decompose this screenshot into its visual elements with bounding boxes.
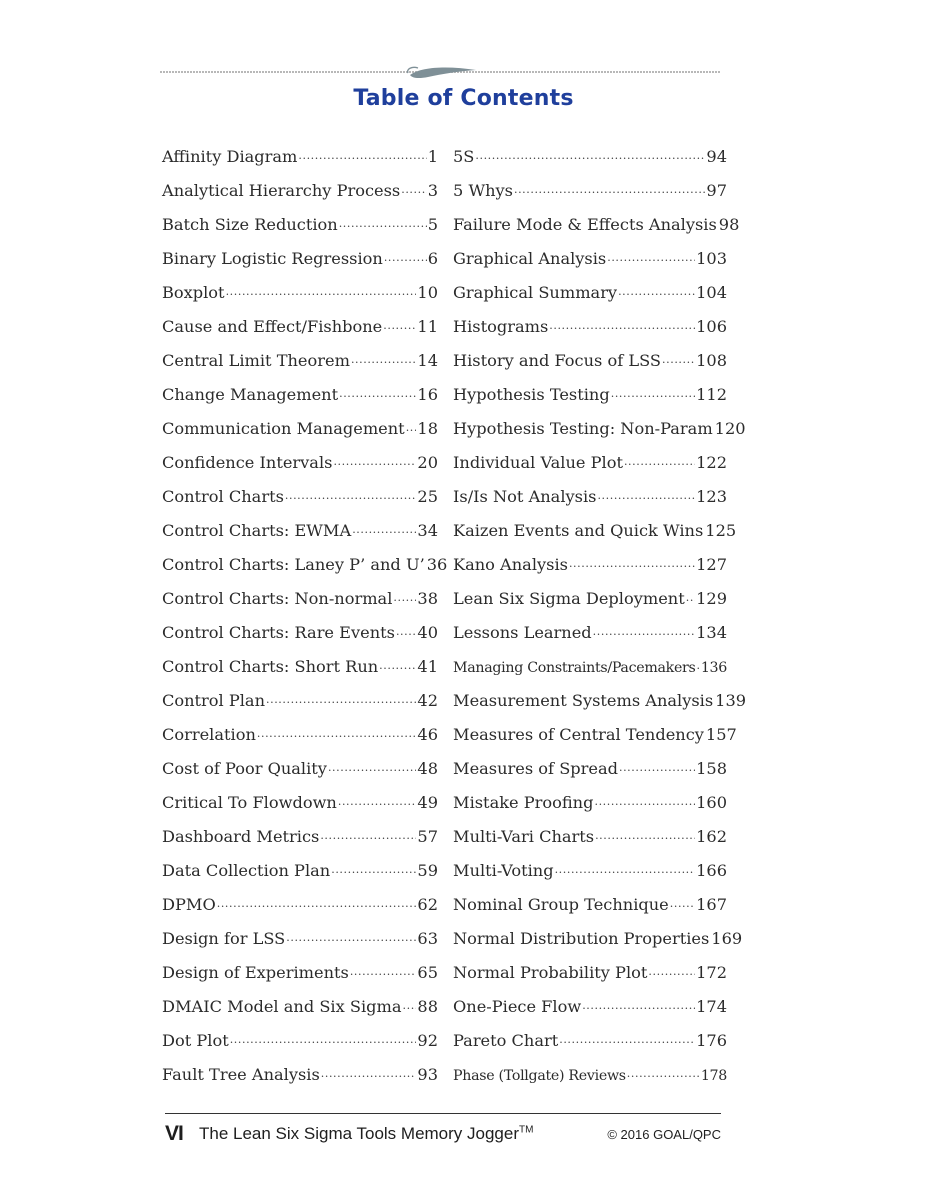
toc-entry[interactable] bbox=[162, 510, 438, 544]
toc-entry-page: 18 bbox=[417, 419, 438, 438]
toc-entry[interactable] bbox=[162, 238, 438, 272]
toc-entry-page: 88 bbox=[417, 997, 438, 1016]
dot-leader bbox=[350, 952, 417, 978]
toc-entry-label: Control Charts bbox=[162, 487, 284, 506]
toc-entry-label: Cause and Effect/Fishbone bbox=[162, 317, 383, 336]
toc-entry-label: Control Plan bbox=[162, 691, 266, 710]
toc-entry-page: 34 bbox=[417, 521, 438, 540]
dot-leader bbox=[339, 374, 416, 400]
dot-leader bbox=[379, 646, 416, 672]
toc-entry[interactable] bbox=[162, 578, 438, 612]
toc-entry-label: Analytical Hierarchy Process bbox=[162, 181, 401, 200]
dot-leader bbox=[328, 748, 416, 774]
toc-entry-page: 125 bbox=[705, 521, 737, 540]
toc-entry-page: 129 bbox=[696, 589, 727, 608]
toc-entry[interactable] bbox=[453, 408, 746, 442]
toc-entry-label: Control Charts: Rare Events bbox=[162, 623, 395, 642]
toc-entry-page: 104 bbox=[696, 283, 727, 302]
toc-entry[interactable] bbox=[162, 442, 438, 476]
toc-entry-page: 41 bbox=[417, 657, 438, 676]
toc-entry-page: 160 bbox=[696, 793, 727, 812]
toc-entry-label: Central Limit Theorem bbox=[162, 351, 350, 370]
toc-entry[interactable] bbox=[162, 306, 438, 340]
toc-entry-page: 62 bbox=[417, 895, 438, 914]
dot-leader bbox=[217, 884, 417, 910]
toc-entry[interactable] bbox=[453, 646, 727, 680]
toc-entry-page: 20 bbox=[417, 453, 438, 472]
dot-leader bbox=[266, 680, 416, 706]
toc-entry-label: DPMO bbox=[162, 895, 216, 914]
toc-entry-page: 63 bbox=[417, 929, 438, 948]
dot-leader bbox=[338, 782, 417, 808]
dot-leader bbox=[257, 714, 417, 740]
dot-leader bbox=[298, 136, 426, 162]
toc-entry[interactable] bbox=[453, 884, 727, 918]
toc-entry-label: Managing Constraints/Pacemakers bbox=[453, 660, 696, 676]
toc-entry-page: 57 bbox=[417, 827, 438, 846]
toc-entry[interactable] bbox=[162, 884, 438, 918]
toc-entry-label: Graphical Summary bbox=[453, 283, 618, 302]
dot-leader bbox=[320, 816, 416, 842]
toc-entry[interactable] bbox=[453, 136, 727, 170]
toc-entry-page: 3 bbox=[427, 181, 438, 200]
toc-entry-label: Measurement Systems Analysis bbox=[453, 691, 714, 710]
toc-entry-label: Design for LSS bbox=[162, 929, 286, 948]
page-footer bbox=[165, 1122, 721, 1152]
toc-entry-page: 40 bbox=[417, 623, 438, 642]
toc-entry-page: 103 bbox=[696, 249, 727, 268]
toc-entry-label: Hypothesis Testing: Non-Param bbox=[453, 419, 713, 438]
dot-leader bbox=[230, 1020, 417, 1046]
toc-entry-label: Control Charts: EWMA bbox=[162, 521, 352, 540]
toc-entry[interactable] bbox=[162, 408, 438, 442]
toc-entry[interactable] bbox=[162, 1054, 438, 1088]
toc-entry-page: 127 bbox=[696, 555, 727, 574]
dot-leader bbox=[549, 306, 695, 332]
toc-entry-page: 59 bbox=[417, 861, 438, 880]
dot-leader bbox=[593, 612, 695, 638]
toc-entry-label: Individual Value Plot bbox=[453, 453, 623, 472]
toc-entry[interactable] bbox=[453, 306, 727, 340]
toc-entry[interactable] bbox=[162, 272, 438, 306]
toc-entry[interactable] bbox=[453, 714, 737, 748]
dot-leader bbox=[619, 748, 695, 774]
toc-entry-label: Communication Management bbox=[162, 419, 405, 438]
book-title bbox=[199, 1124, 533, 1144]
toc-entry[interactable] bbox=[453, 850, 727, 884]
toc-entry-label: Failure Mode & Effects Analysis bbox=[453, 215, 717, 234]
toc-entry-label: Phase (Tollgate) Reviews bbox=[453, 1068, 626, 1084]
toc-entry-label: Boxplot bbox=[162, 283, 225, 302]
toc-entry-page: 98 bbox=[718, 215, 740, 234]
toc-entry-label: Kano Analysis bbox=[453, 555, 568, 574]
toc-entry-label: Normal Distribution Properties bbox=[453, 929, 710, 948]
toc-entry-page: 123 bbox=[696, 487, 727, 506]
dot-leader bbox=[595, 816, 695, 842]
toc-entry[interactable] bbox=[453, 816, 727, 850]
toc-entry-page: 176 bbox=[696, 1031, 727, 1050]
toc-entry-page: 166 bbox=[696, 861, 727, 880]
toc-entry-label: Lessons Learned bbox=[453, 623, 592, 642]
dot-leader bbox=[627, 1054, 700, 1080]
dot-leader bbox=[321, 1054, 417, 1080]
toc-entry[interactable] bbox=[162, 850, 438, 884]
toc-entry-label: Dot Plot bbox=[162, 1031, 229, 1050]
toc-entry-page: 25 bbox=[417, 487, 438, 506]
toc-right-column bbox=[453, 136, 747, 1088]
toc-entry-label: History and Focus of LSS bbox=[453, 351, 662, 370]
toc-entry-label: Hypothesis Testing bbox=[453, 385, 610, 404]
toc-entry-page: 167 bbox=[696, 895, 727, 914]
toc-entry-page: 94 bbox=[706, 147, 727, 166]
dot-leader bbox=[559, 1020, 695, 1046]
toc-entry-page: 134 bbox=[696, 623, 727, 642]
toc-entry-label: Critical To Flowdown bbox=[162, 793, 337, 812]
dot-leader bbox=[611, 374, 695, 400]
toc-entry-page: 1 bbox=[427, 147, 438, 166]
toc-entry[interactable] bbox=[453, 544, 727, 578]
toc-left-column bbox=[162, 136, 448, 1088]
toc-entry-page: 92 bbox=[417, 1031, 438, 1050]
dot-leader bbox=[475, 136, 705, 162]
dot-leader bbox=[607, 238, 695, 264]
toc-entry-label: Measures of Spread bbox=[453, 759, 618, 778]
toc-entry-page: 158 bbox=[696, 759, 727, 778]
toc-entry[interactable] bbox=[162, 476, 438, 510]
toc-entry-label: Affinity Diagram bbox=[162, 147, 298, 166]
toc-entry[interactable] bbox=[453, 782, 727, 816]
toc-entry[interactable] bbox=[162, 170, 438, 204]
toc-entry[interactable] bbox=[162, 714, 438, 748]
toc-entry[interactable] bbox=[162, 748, 438, 782]
toc-entry-label: 5 Whys bbox=[453, 181, 513, 200]
toc-entry[interactable] bbox=[453, 1020, 727, 1054]
toc-entry[interactable] bbox=[453, 442, 727, 476]
toc-entry[interactable] bbox=[453, 170, 727, 204]
toc-entry-label: Correlation bbox=[162, 725, 256, 744]
toc-entry[interactable] bbox=[162, 782, 438, 816]
dot-leader bbox=[686, 578, 695, 604]
toc-entry-page: 49 bbox=[417, 793, 438, 812]
toc-entry[interactable] bbox=[453, 986, 727, 1020]
dot-leader bbox=[384, 238, 427, 264]
dot-leader bbox=[670, 884, 695, 910]
dot-leader bbox=[569, 544, 695, 570]
toc-entry[interactable] bbox=[453, 680, 747, 714]
toc-entry[interactable] bbox=[162, 986, 438, 1020]
toc-entry-label: Pareto Chart bbox=[453, 1031, 559, 1050]
dot-leader bbox=[582, 986, 695, 1012]
toc-entry[interactable] bbox=[162, 374, 438, 408]
toc-entry-page: 178 bbox=[700, 1068, 727, 1084]
toc-entry[interactable] bbox=[162, 136, 438, 170]
toc-entry-page: 157 bbox=[705, 725, 737, 744]
toc-entry-page: 139 bbox=[715, 691, 747, 710]
toc-entry-label: Control Charts: Short Run bbox=[162, 657, 379, 676]
toc-entry-page: 42 bbox=[417, 691, 438, 710]
toc-entry[interactable] bbox=[453, 578, 727, 612]
toc-entry[interactable] bbox=[453, 748, 727, 782]
toc-entry[interactable] bbox=[453, 272, 727, 306]
toc-entry[interactable] bbox=[162, 612, 438, 646]
toc-entry-label: Change Management bbox=[162, 385, 339, 404]
dot-leader bbox=[648, 952, 695, 978]
toc-entry-label: Confidence Intervals bbox=[162, 453, 333, 472]
dot-leader bbox=[594, 782, 695, 808]
dot-leader bbox=[624, 442, 695, 468]
dot-leader bbox=[285, 476, 417, 502]
dot-leader bbox=[383, 306, 416, 332]
copyright-notice: © 2016 GOAL/QPC bbox=[607, 1127, 721, 1142]
toc-entry-page: 6 bbox=[427, 249, 438, 268]
toc-entry-label: Dashboard Metrics bbox=[162, 827, 320, 846]
dot-leader bbox=[662, 340, 695, 366]
toc-entry[interactable] bbox=[162, 646, 438, 680]
decorative-divider bbox=[160, 62, 720, 82]
toc-entry-page: 46 bbox=[417, 725, 438, 744]
dot-leader bbox=[555, 850, 696, 876]
toc-entry-page: 48 bbox=[417, 759, 438, 778]
dot-leader bbox=[403, 986, 417, 1012]
toc-entry-label: Nominal Group Technique bbox=[453, 895, 669, 914]
toc-entry-label: Measures of Central Tendency bbox=[453, 725, 704, 744]
toc-entry-label: One-Piece Flow bbox=[453, 997, 582, 1016]
toc-entry-page: 5 bbox=[427, 215, 438, 234]
dot-leader bbox=[339, 204, 427, 230]
toc-entry[interactable] bbox=[162, 1020, 438, 1054]
dot-leader bbox=[333, 442, 416, 468]
toc-entry-label: Control Charts: Non-normal bbox=[162, 589, 393, 608]
book-title-text: The Lean Six Sigma Tools Memory Jogger bbox=[199, 1124, 520, 1143]
trademark-mark: TM bbox=[519, 1124, 534, 1136]
toc-entry[interactable] bbox=[453, 238, 727, 272]
toc-entry-label: Cost of Poor Quality bbox=[162, 759, 327, 778]
page-number: VI bbox=[165, 1122, 183, 1145]
toc-entry[interactable] bbox=[162, 952, 438, 986]
footer-divider bbox=[165, 1113, 721, 1114]
toc-entry-label: DMAIC Model and Six Sigma bbox=[162, 997, 402, 1016]
toc-entry[interactable] bbox=[162, 544, 448, 578]
toc-entry-page: 108 bbox=[696, 351, 727, 370]
toc-entry[interactable] bbox=[162, 680, 438, 714]
toc-entry-label: Design of Experiments bbox=[162, 963, 349, 982]
toc-entry-page: 93 bbox=[417, 1065, 438, 1084]
dot-leader bbox=[352, 510, 416, 536]
toc-entry-label: Multi-Vari Charts bbox=[453, 827, 595, 846]
toc-entry[interactable] bbox=[453, 612, 727, 646]
toc-entry-page: 112 bbox=[696, 385, 727, 404]
toc-entry-label: Mistake Proofing bbox=[453, 793, 594, 812]
dot-leader bbox=[597, 476, 695, 502]
toc-entry-page: 106 bbox=[696, 317, 727, 336]
toc-entry-label: Batch Size Reduction bbox=[162, 215, 338, 234]
dot-leader bbox=[331, 850, 416, 876]
toc-entry-page: 174 bbox=[696, 997, 727, 1016]
toc-entry-page: 120 bbox=[714, 419, 746, 438]
toc-entry-page: 11 bbox=[417, 317, 438, 336]
dot-leader bbox=[286, 918, 416, 944]
dot-leader bbox=[351, 340, 416, 366]
toc-entry[interactable] bbox=[162, 204, 438, 238]
toc-entry-label: Control Charts: Laney P’ and U’ bbox=[162, 555, 425, 574]
dot-leader bbox=[406, 408, 417, 434]
toc-entry[interactable] bbox=[453, 340, 727, 374]
toc-entry-page: 36 bbox=[426, 555, 448, 574]
toc-entry[interactable] bbox=[453, 1054, 727, 1088]
toc-entry-page: 10 bbox=[417, 283, 438, 302]
toc-entry-page: 16 bbox=[417, 385, 438, 404]
dot-leader bbox=[396, 612, 416, 638]
toc-entry-label: Histograms bbox=[453, 317, 549, 336]
toc-entry[interactable] bbox=[162, 340, 438, 374]
toc-entry-label: Normal Probability Plot bbox=[453, 963, 648, 982]
toc-entry-label: Multi-Voting bbox=[453, 861, 554, 880]
toc-entry[interactable] bbox=[453, 952, 727, 986]
toc-entry[interactable] bbox=[453, 510, 737, 544]
toc-entry[interactable] bbox=[162, 816, 438, 850]
toc-entry-label: Data Collection Plan bbox=[162, 861, 331, 880]
toc-entry-page: 136 bbox=[700, 660, 727, 676]
toc-entry-label: Binary Logistic Regression bbox=[162, 249, 383, 268]
toc-entry[interactable] bbox=[453, 476, 727, 510]
dot-leader bbox=[226, 272, 417, 298]
dot-leader bbox=[697, 646, 700, 672]
toc-entry-page: 162 bbox=[696, 827, 727, 846]
dot-leader bbox=[393, 578, 416, 604]
toc-entry-page: 172 bbox=[696, 963, 727, 982]
toc-entry-label: 5S bbox=[453, 147, 475, 166]
toc-entry-label: Lean Six Sigma Deployment bbox=[453, 589, 685, 608]
dot-leader bbox=[618, 272, 695, 298]
toc-entry-label: Is/Is Not Analysis bbox=[453, 487, 597, 506]
toc-entry-page: 122 bbox=[696, 453, 727, 472]
toc-entry[interactable] bbox=[162, 918, 438, 952]
toc-entry-page: 38 bbox=[417, 589, 438, 608]
toc-entry[interactable] bbox=[453, 918, 743, 952]
toc-entry-page: 14 bbox=[417, 351, 438, 370]
dot-leader bbox=[401, 170, 426, 196]
toc-entry-label: Kaizen Events and Quick Wins bbox=[453, 521, 704, 540]
toc-entry-label: Graphical Analysis bbox=[453, 249, 607, 268]
page-title: Table of Contents bbox=[353, 86, 574, 111]
toc-entry-page: 97 bbox=[706, 181, 727, 200]
toc-entry[interactable] bbox=[453, 204, 740, 238]
toc-entry[interactable] bbox=[453, 374, 727, 408]
dot-leader bbox=[514, 170, 705, 196]
toc-entry-page: 65 bbox=[417, 963, 438, 982]
toc-entry-page: 169 bbox=[711, 929, 743, 948]
toc-entry-label: Fault Tree Analysis bbox=[162, 1065, 320, 1084]
